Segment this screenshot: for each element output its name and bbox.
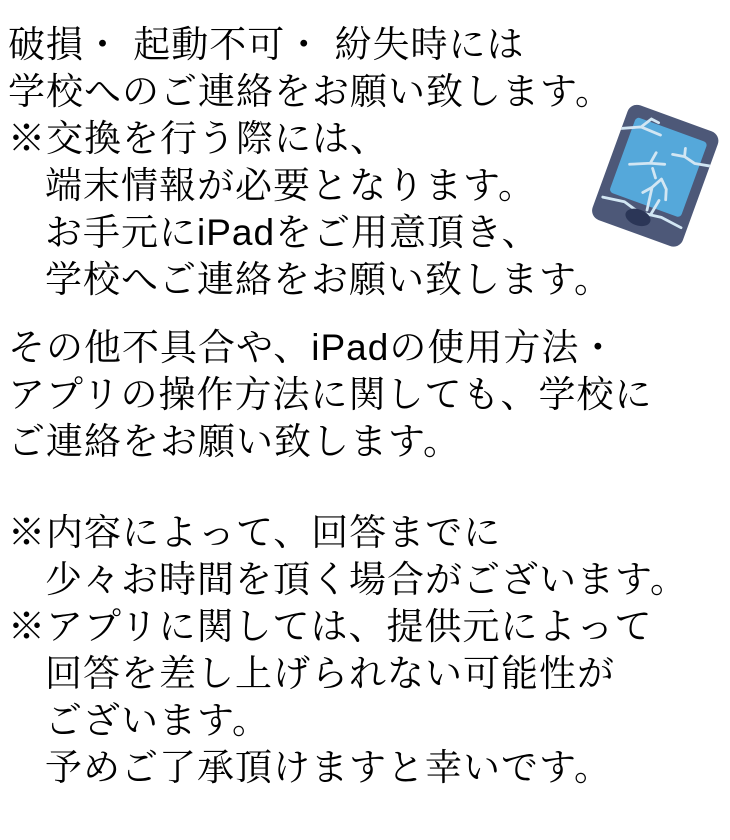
- text-line: アプリの操作方法に関しても、学校に: [8, 374, 653, 415]
- screen-cracks-icon: [589, 102, 721, 249]
- cracked-tablet-illustration: [590, 100, 730, 265]
- text-line: 予めご了承頂けますと幸いです。: [45, 747, 613, 788]
- text-line: ご連絡をお願い致します。: [8, 421, 462, 462]
- text-line: 端末情報が必要となります。: [45, 165, 537, 206]
- text-line: ※交換を行う際には、: [8, 118, 388, 159]
- text-line: 回答を差し上げられない可能性が: [45, 653, 615, 694]
- text-line: ございます。: [45, 700, 271, 741]
- paragraph-breakage-contact: [8, 21, 613, 303]
- text-line: 少々お時間を頂く場合がございます。: [45, 559, 689, 600]
- text-line: お手元にiPadをご用意頂き、: [45, 212, 540, 253]
- text-line: ※アプリに関しては、提供元によって: [8, 606, 653, 647]
- text-line: 学校へご連絡をお願い致します。: [45, 259, 613, 300]
- paragraph-notes: [8, 509, 688, 791]
- text-line: 破損・ 起動不可・ 紛失時には: [8, 24, 525, 65]
- text-line: ※内容によって、回答までに: [8, 512, 502, 553]
- text-line: 学校へのご連絡をお願い致します。: [8, 71, 614, 112]
- text-line: その他不具合や、iPadの使用方法・: [8, 327, 618, 368]
- paragraph-other-issues: [8, 324, 653, 465]
- tablet-body: [589, 102, 721, 249]
